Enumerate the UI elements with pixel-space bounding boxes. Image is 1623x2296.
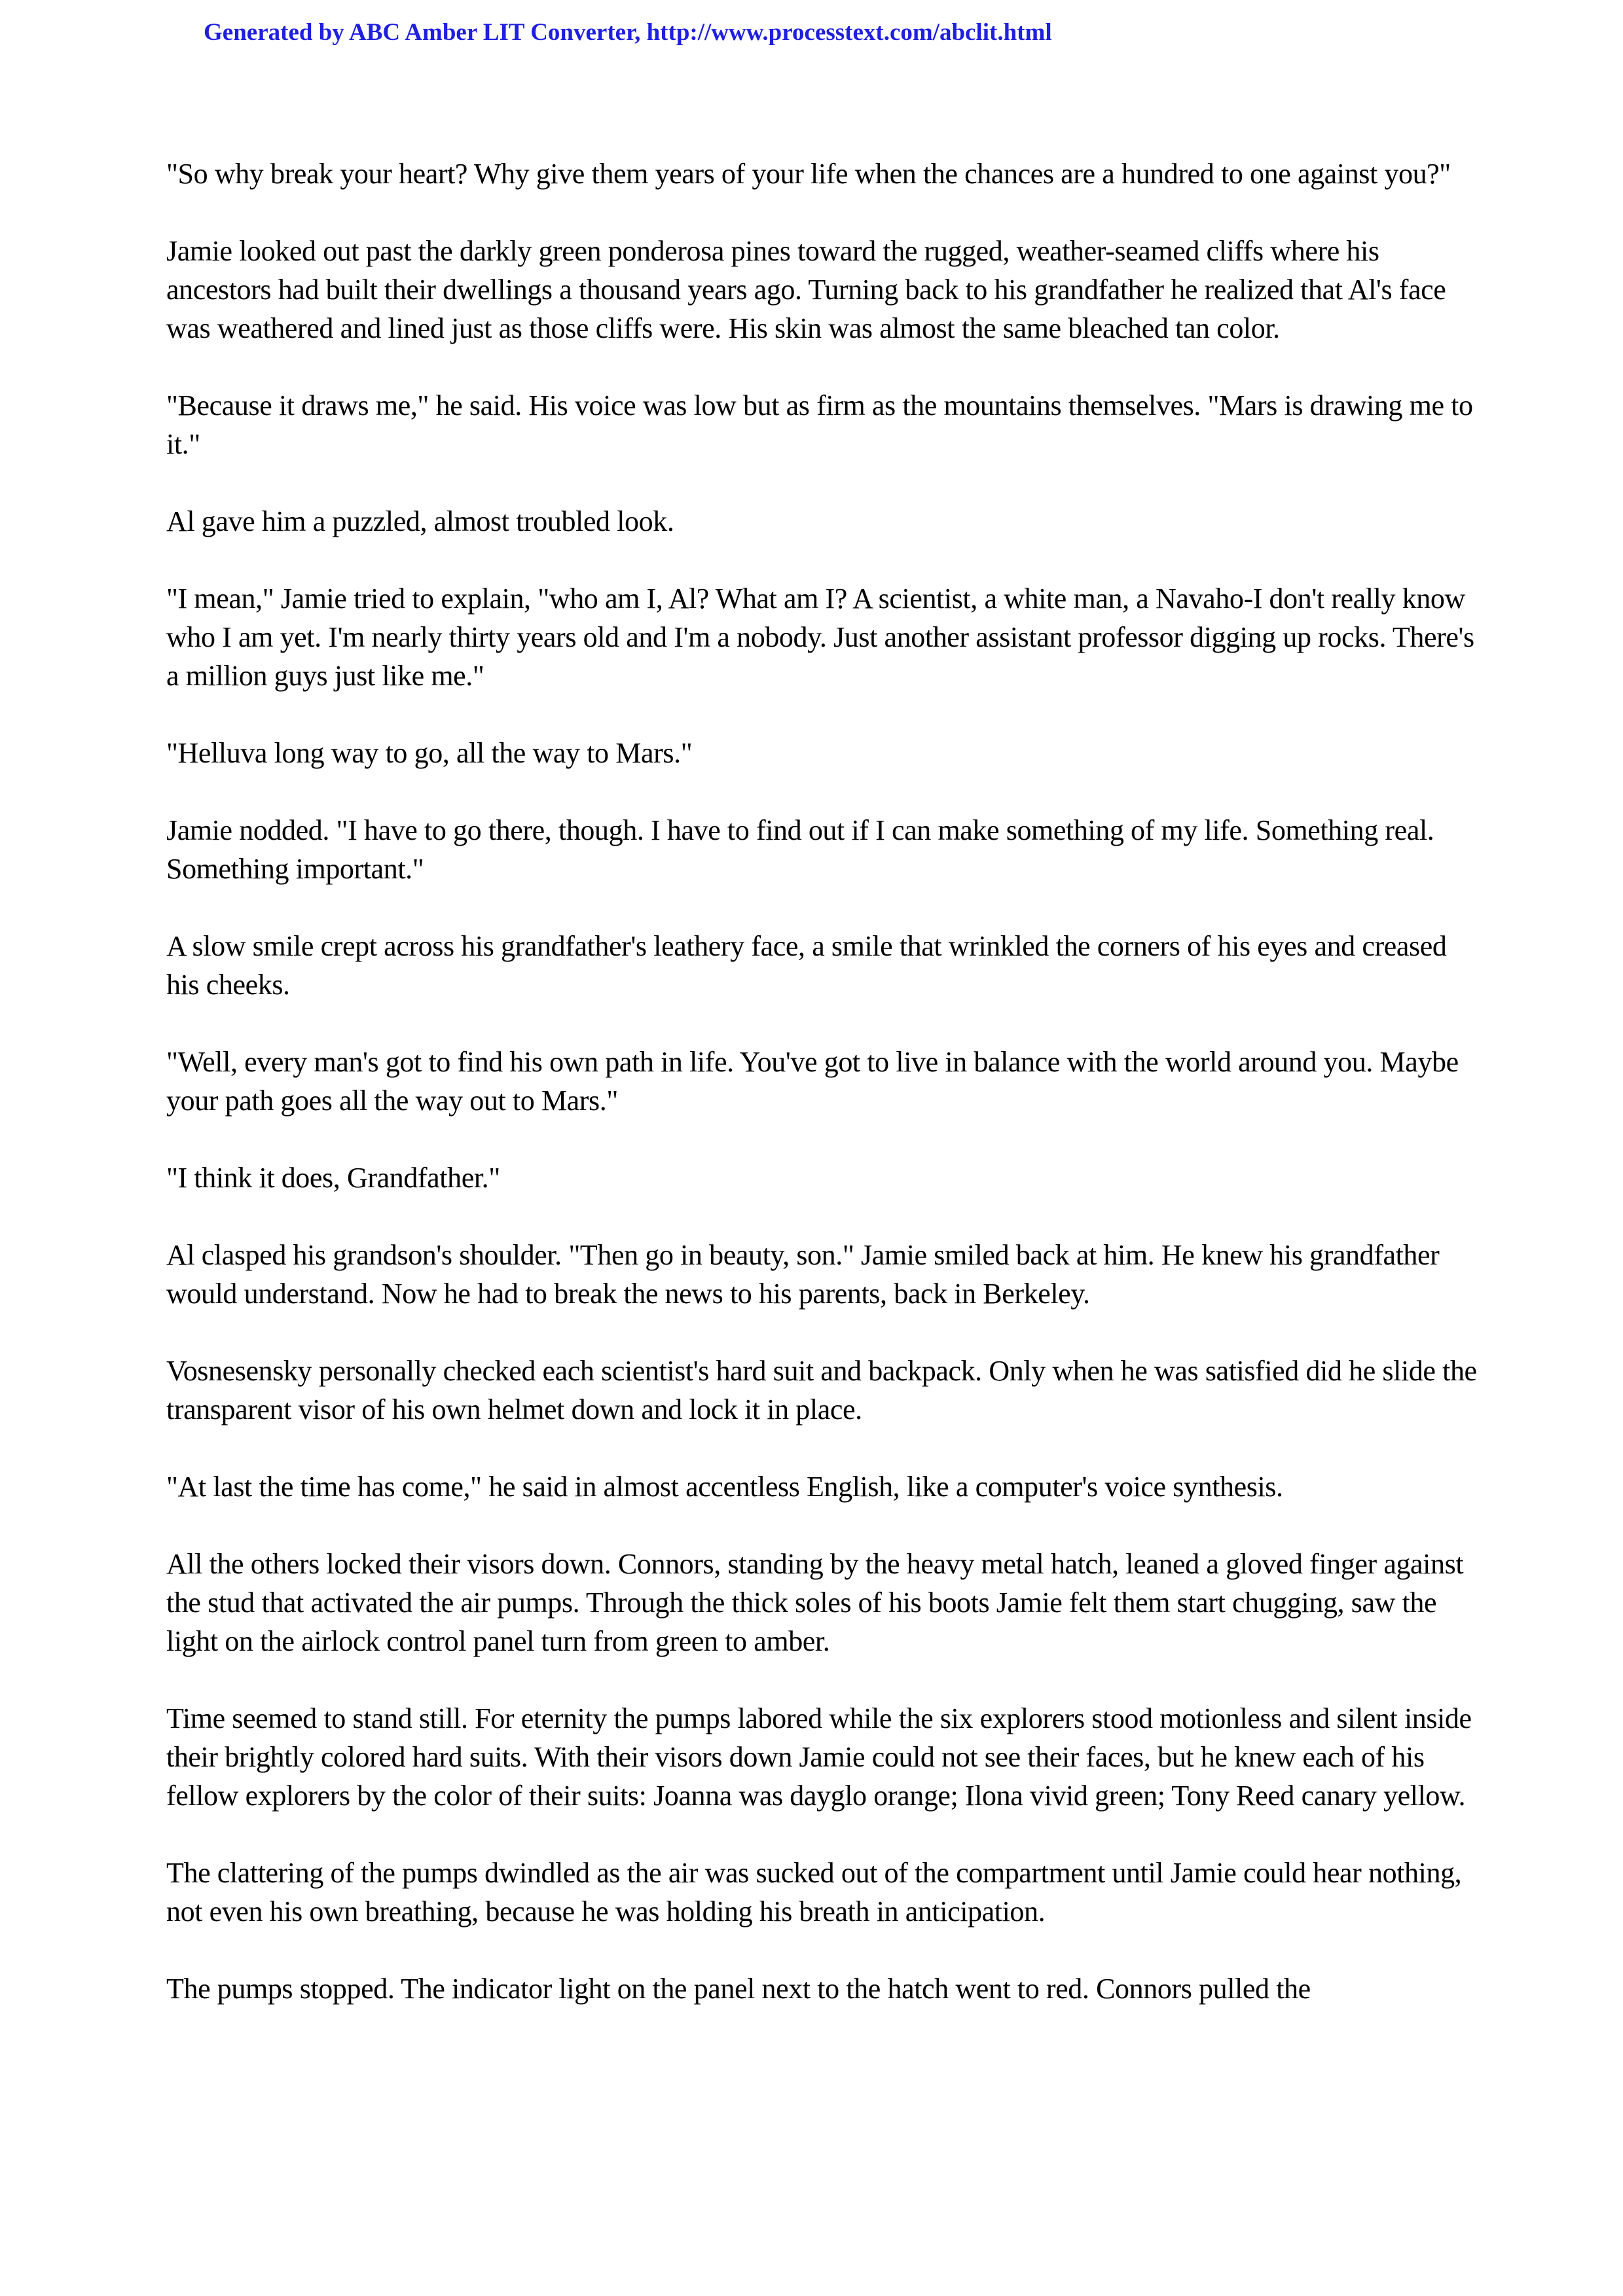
paragraph: Jamie looked out past the darkly green ponderosa pines toward the rugged, weather-seamed cliffs where his ancestors had built their dwellings a thousand years ago. Turning back to his grandfather he realized that Al's face was weathered and lined just as those cliffs were. His skin was almost the same bleached tan color. <box>166 235 1446 344</box>
paragraph: Al gave him a puzzled, almost troubled look. <box>166 505 674 537</box>
paragraph: The pumps stopped. The indicator light on the panel next to the hatch went to red. Connors pulled the <box>166 1973 1311 2005</box>
paragraph: "Because it draws me," he said. His voice was low but as firm as the mountains themselves. "Mars is drawing me to it." <box>166 389 1473 460</box>
document-body <box>166 154 1482 2047</box>
paragraph: "Well, every man's got to find his own path in life. You've got to live in balance with the world around you. Maybe your path goes all the way out to Mars." <box>166 1046 1459 1117</box>
paragraph: "I think it does, Grandfather." <box>166 1162 500 1194</box>
paragraph: Al clasped his grandson's shoulder. "Then go in beauty, son." Jamie smiled back at him. He knew his grandfather would understand. Now he had to break the news to his parents, back in Berkeley. <box>166 1239 1440 1310</box>
paragraph: A slow smile crept across his grandfather's leathery face, a smile that wrinkled the corners of his eyes and creased his cheeks. <box>166 930 1447 1001</box>
converter-header: Generated by ABC Amber LIT Converter, http://www.processtext.com/abclit.html <box>204 19 1052 46</box>
paragraph: "I mean," Jamie tried to explain, "who am I, Al? What am I? A scientist, a white man, a Navaho-I don't really know who I am yet. I'm nearly thirty years old and I'm a nobody. Just another assistant professor digging up rocks. There's a million guys just like me." <box>166 583 1474 692</box>
paragraph: Time seemed to stand still. For eternity the pumps labored while the six explorers stood motionless and silent inside their brightly colored hard suits. With their visors down Jamie could not see their faces, but he knew each of his fellow explorers by the color of their suits: Joanna was dayglo orange; Ilona vivid green; Tony Reed canary yellow. <box>166 1702 1472 1812</box>
paragraph: Jamie nodded. "I have to go there, though. I have to find out if I can make something of my life. Something real. Something important." <box>166 814 1434 885</box>
paragraph: "So why break your heart? Why give them years of your life when the chances are a hundred to one against you?" <box>166 158 1451 190</box>
paragraph: "At last the time has come," he said in almost accentless English, like a computer's voice synthesis. <box>166 1471 1283 1503</box>
paragraph: Vosnesensky personally checked each scientist's hard suit and backpack. Only when he was satisfied did he slide the transparent visor of his own helmet down and lock it in place. <box>166 1355 1477 1426</box>
paragraph: "Helluva long way to go, all the way to Mars." <box>166 737 693 769</box>
paragraph: All the others locked their visors down. Connors, standing by the heavy metal hatch, leaned a gloved finger against the stud that activated the air pumps. Through the thick soles of his boots Jamie felt them start chugging, saw the light on the airlock control panel turn from green to amber. <box>166 1548 1464 1657</box>
paragraph: The clattering of the pumps dwindled as the air was sucked out of the compartment until Jamie could hear nothing, not even his own breathing, because he was holding his breath in anticipation. <box>166 1857 1462 1928</box>
